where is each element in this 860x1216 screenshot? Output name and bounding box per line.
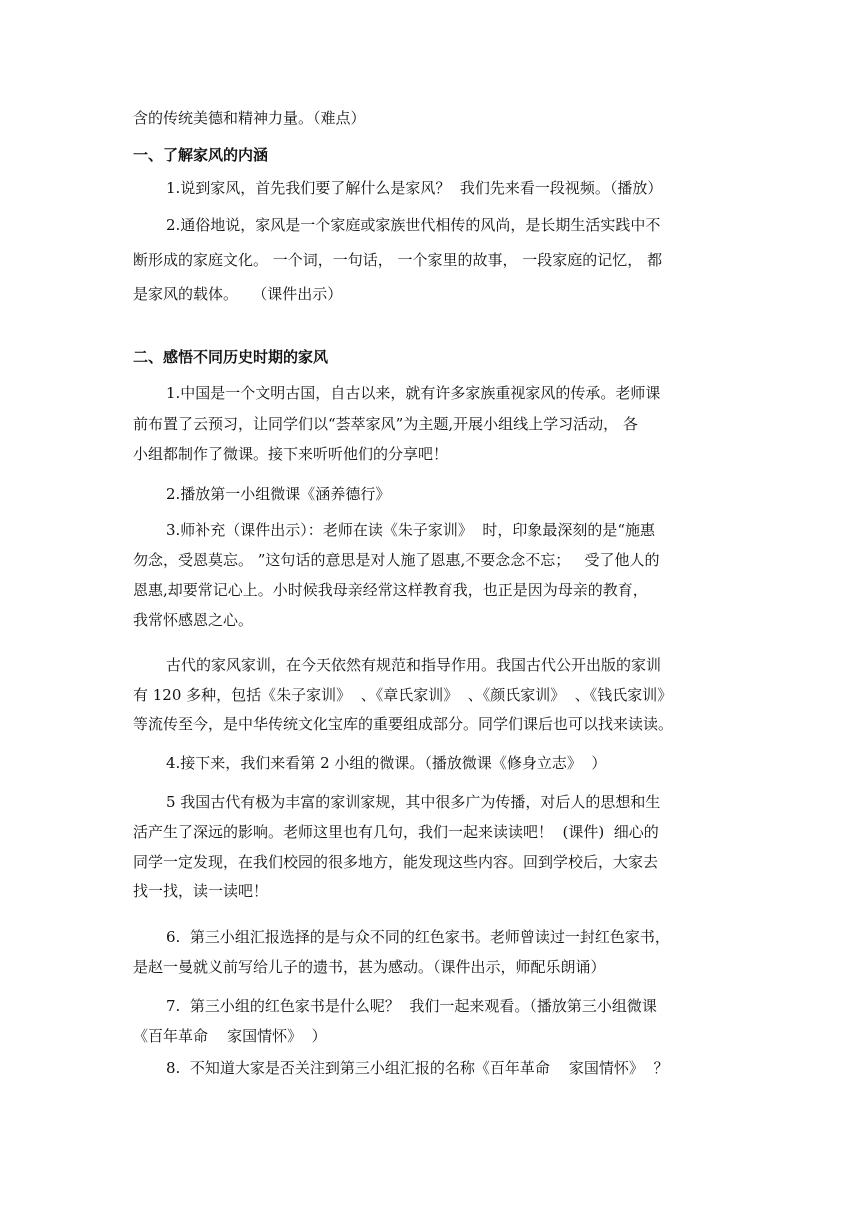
paragraph-line: 前布置了云预习，让同学们以“荟萃家风”为主题,开展小组线上学习活动， 各 <box>133 415 638 433</box>
paragraph-line: 是赵一曼就义前写给儿子的遗书，甚为感动。（课件出示，师配乐朗诵） <box>133 958 606 976</box>
paragraph-line: 活产生了深远的影响。老师这里也有几句，我们一起来读读吧！ (课件) 细心的 <box>133 823 659 841</box>
paragraph-line: 古代的家风家训，在今天依然有规范和指导作用。我国古代公开出版的家训 <box>166 656 662 674</box>
paragraph-line: 是家风的载体。 （课件出示） <box>133 285 343 303</box>
paragraph-line: 6. 第三小组汇报选择的是与众不同的红色家书。老师曾读过一封红色家书， <box>166 928 670 946</box>
paragraph-line: 同学一定发现，在我们校园的很多地方，能发现这些内容。回到学校后，大家去 <box>133 853 659 871</box>
paragraph-line: 5 我国古代有极为丰富的家训家规，其中很多广为传播，对后人的思想和生 <box>166 793 661 811</box>
paragraph-line: 7. 第三小组的红色家书是什么呢？ 我们一起来观看。（播放第三小组微课 <box>166 997 657 1015</box>
paragraph-line: 2.播放第一小组微课《涵养德行》 <box>166 485 391 503</box>
paragraph-line: 4.接下来，我们来看第 2 小组的微课。（播放微课《修身立志》 ） <box>166 754 607 772</box>
paragraph-line: 等流传至今，是中华传统文化宝库的重要组成部分。同学们课后也可以找来读读。 <box>133 715 674 733</box>
paragraph-line: 含的传统美德和精神力量。（难点） <box>133 109 366 127</box>
paragraph-line: 我常怀感恩之心。 <box>133 611 254 629</box>
paragraph-line: 找一找，读一读吧！ <box>133 882 269 900</box>
paragraph-line: 《百年革命 家国情怀》 ） <box>133 1027 327 1045</box>
paragraph-line: 3.师补充（课件出示）：老师在读《朱子家训》 时，印象最深刻的是“施惠 <box>166 521 656 539</box>
paragraph-line: 有 120 多种，包括《朱子家训》 、《章氏家训》 、《颜氏家训》 、《钱氏家训》 <box>133 686 673 704</box>
paragraph-line: 1.说到家风，首先我们要了解什么是家风？ 我们先来看一段视频。（播放） <box>166 179 663 197</box>
paragraph-line: 8. 不知道大家是否关注到第三小组汇报的名称《百年革命 家国情怀》 ？ <box>166 1059 669 1077</box>
paragraph-line: 小组都制作了微课。接下来听听他们的分享吧！ <box>133 445 449 463</box>
paragraph-line: 断形成的家庭文化。 一个词，一句话， 一个家里的故事， 一段家庭的记忆， 都 <box>133 251 663 269</box>
paragraph-line: 勿念，受恩莫忘。 ”这句话的意思是对人施了恩惠,不要念念不忘； 受了他人的 <box>133 551 660 569</box>
section-heading-2: 二、感悟不同历史时期的家风 <box>133 348 329 366</box>
paragraph-line: 1.中国是一个文明古国，自古以来，就有许多家族重视家风的传承。老师课 <box>166 384 661 402</box>
paragraph-line: 恩惠,却要常记心上。小时候我母亲经常这样教育我，也正是因为母亲的教育， <box>133 581 648 599</box>
section-heading-1: 一、了解家风的内涵 <box>133 146 269 164</box>
paragraph-line: 2.通俗地说，家风是一个家庭或家族世代相传的风尚，是长期生活实践中不 <box>166 216 661 234</box>
